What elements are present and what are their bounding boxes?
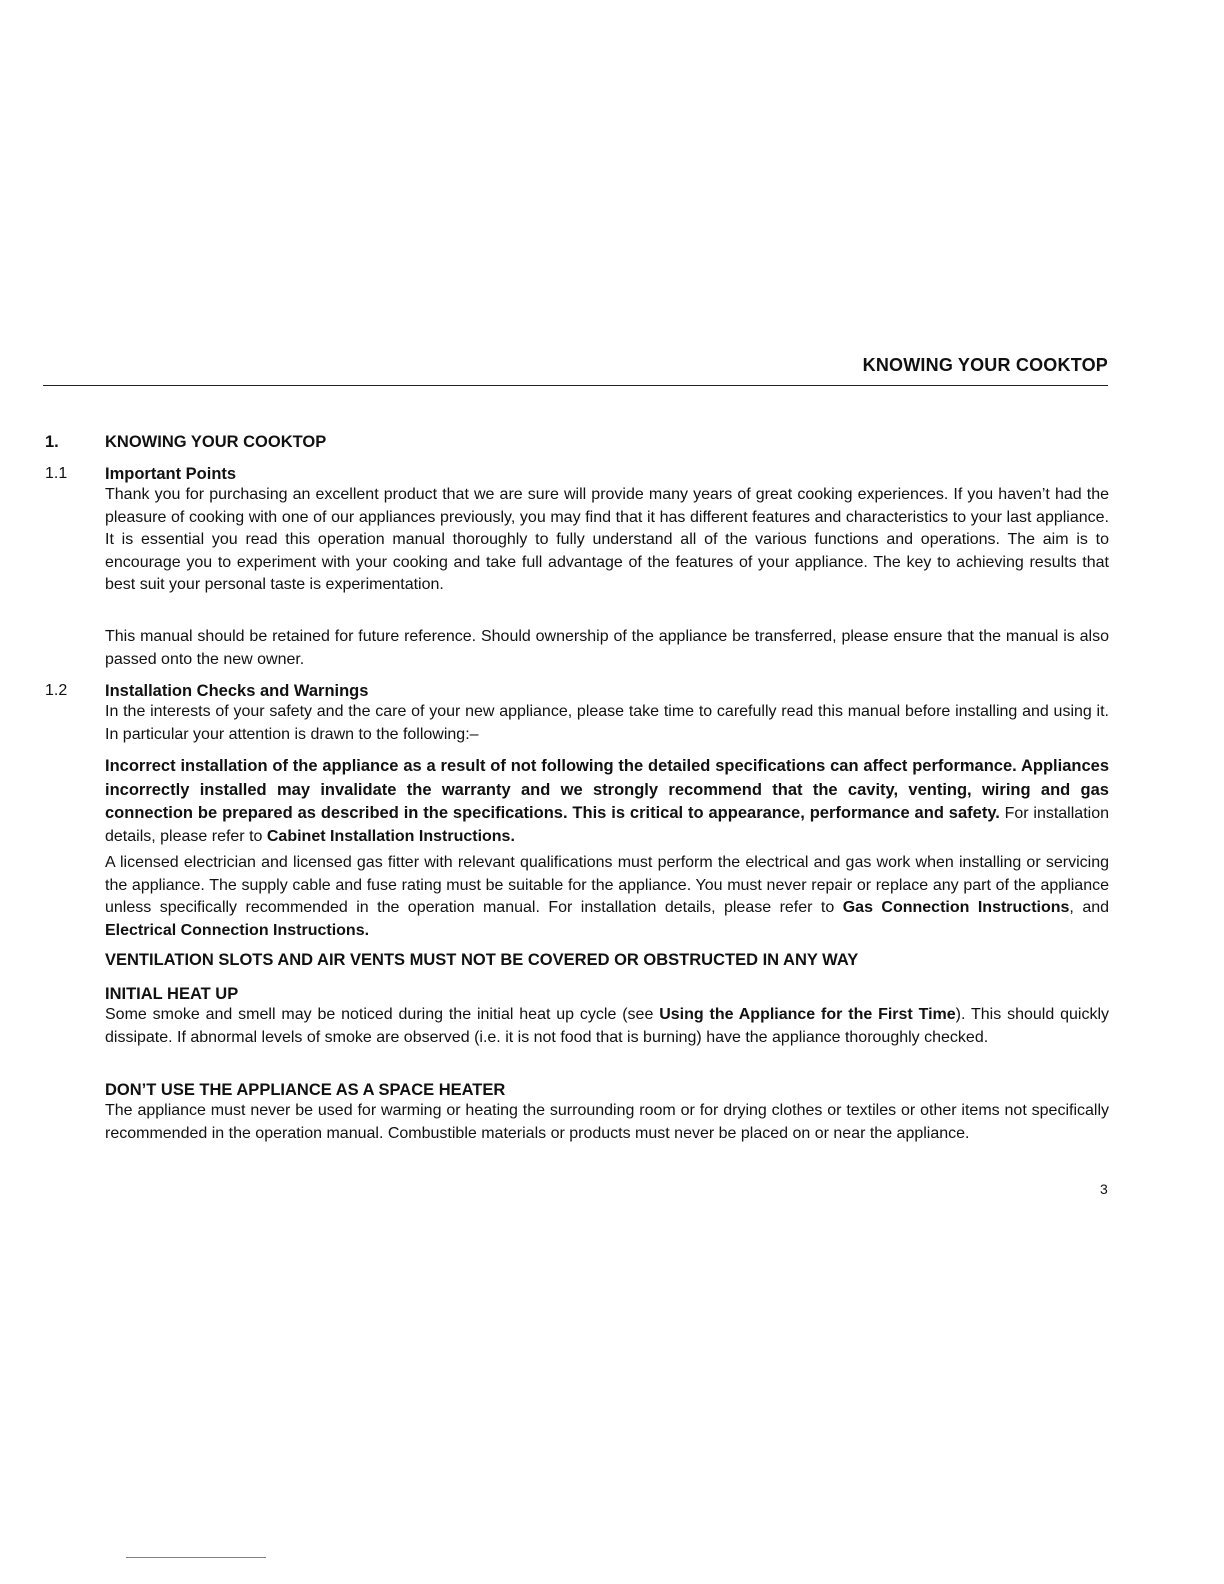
important-points-paragraph: Thank you for purchasing an excellent product that we are sure will provide many years of great cooking experiences. If you haven’t had the pleasure of cooking with one of our appliances previously, you may find that it has different features and characteristics to your last appliance. It is essential you read this operation manual thoroughly to fully understand all of the various functions and operations. The aim is to encourage you to experiment with your cooking and take full advantage of the features of your appliance. The key to achieving results that best suit your personal taste is experimentation. bbox=[105, 486, 1109, 593]
cabinet-instructions-ref: Cabinet Installation Instructions. bbox=[266, 827, 515, 845]
installation-warning-bold: Incorrect installation of the appliance as a result of not following the detailed specifications can affect performance. Appliances incorrectly installed may invalidate the warranty and we strongly recommend that the cavity, venting, wiring and gas connection be prepared as described in the specifications. This is critical to appearance, performance and safety. bbox=[105, 757, 1109, 822]
electrician-mid: , and bbox=[1069, 899, 1110, 916]
footer-line bbox=[126, 1557, 266, 1558]
first-time-ref: Using the Appliance for the First Time bbox=[659, 1006, 956, 1023]
running-header: KNOWING YOUR COOKTOP bbox=[862, 355, 1108, 375]
installation-warning-tail: For installation details, please refer to bbox=[105, 805, 1109, 845]
electrician-text: A licensed electrician and licensed gas fitter with relevant qualifications must perform the electrical and gas work when installing or servicing the appliance. The supply cable and fuse rating must be suitable for the appliance. You must never repair or replace any part of the appliance unless specifically recommended in the operation manual. For installation details, please refer to bbox=[105, 854, 1109, 916]
page-number: 3 bbox=[1100, 1181, 1108, 1197]
subsection-title-installation: Installation Checks and Warnings bbox=[105, 682, 369, 700]
section-number: 1. bbox=[45, 433, 59, 451]
gas-connection-ref: Gas Connection Instructions bbox=[842, 899, 1070, 916]
section-title: KNOWING YOUR COOKTOP bbox=[105, 433, 327, 451]
space-heater-paragraph: The appliance must never be used for warming or heating the surrounding room or for drying clothes or textiles or other items not specifically recommended in the operation manual. Combustible materials or products must never be placed on or near the appliance. bbox=[105, 1102, 1109, 1142]
electrician-paragraph bbox=[105, 852, 1109, 942]
installation-intro-paragraph: In the interests of your safety and the care of your new appliance, please take time to carefully read this manual before installing and using it. In particular your attention is drawn to the following:– bbox=[105, 703, 1109, 743]
space-heater-title: DON’T USE THE APPLIANCE AS A SPACE HEATER bbox=[105, 1081, 506, 1099]
heat-text-b: ). This should quickly dissipate. If abnormal levels of smoke are observed (i.e. it is not food that is burning) have the appliance thoroughly checked. bbox=[105, 1006, 1109, 1046]
subsection-title-important-points: Important Points bbox=[105, 465, 237, 483]
initial-heat-up-paragraph bbox=[105, 1004, 1109, 1049]
electrical-connection-ref: Electrical Connection Instructions. bbox=[105, 921, 370, 939]
header-rule bbox=[43, 385, 1108, 386]
subsection-number-1-2: 1.2 bbox=[45, 682, 68, 699]
retain-manual-paragraph: This manual should be retained for future reference. Should ownership of the appliance be transferred, please ensure that the manual is also passed onto the new owner. bbox=[105, 628, 1109, 668]
heat-text-a: Some smoke and smell may be noticed during the initial heat up cycle (see bbox=[105, 1006, 660, 1023]
installation-warning-paragraph bbox=[105, 755, 1109, 848]
initial-heat-up-title: INITIAL HEAT UP bbox=[105, 985, 239, 1003]
ventilation-warning: VENTILATION SLOTS AND AIR VENTS MUST NOT BE COVERED OR OBSTRUCTED IN ANY WAY bbox=[105, 951, 859, 969]
subsection-number-1-1: 1.1 bbox=[45, 465, 68, 482]
